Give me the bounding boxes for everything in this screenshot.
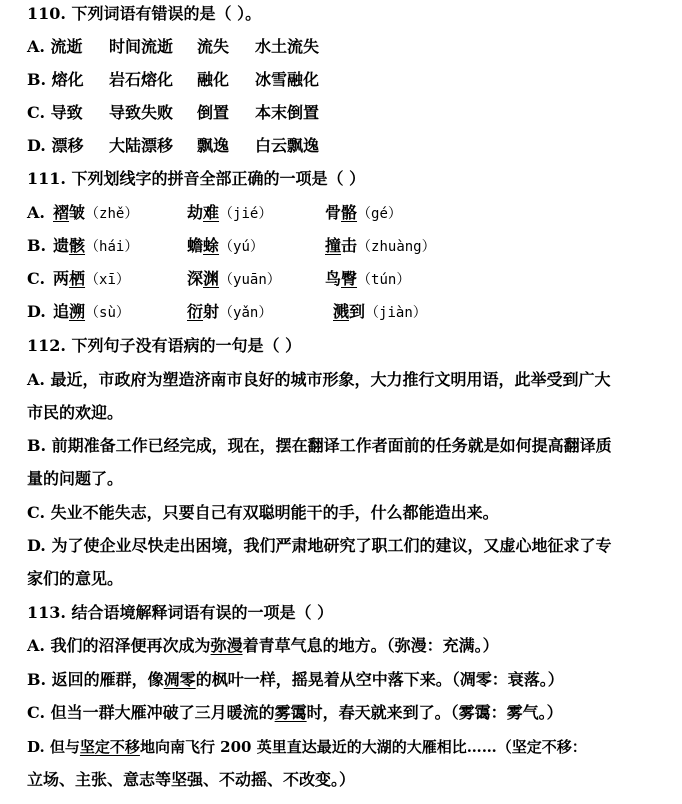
option-d-word-2: 大陆漂移 — [109, 136, 174, 155]
q113-option-d-line-1 — [27, 737, 587, 757]
text: 地向南飞行 200 英里直达最近的大湖的大雁相比……（坚定不移： — [139, 738, 587, 756]
pinyin: （yǎn） — [219, 305, 273, 321]
option-c-word-3: 倒置 — [197, 103, 230, 122]
question-111-title: 111. 下列划线字的拼音全部正确的一项是（ ） — [27, 169, 366, 188]
underlined-char: 褶 — [53, 203, 70, 222]
q113-option-c — [27, 703, 563, 723]
pinyin: （zhuàng） — [357, 239, 436, 255]
underlined-char: 骸 — [69, 236, 86, 255]
pinyin: （zhě） — [85, 206, 139, 222]
pinyin: （tún） — [357, 272, 411, 288]
item-2 — [187, 236, 264, 257]
word-char: 到 — [349, 302, 366, 321]
word-char: 两 — [53, 269, 70, 288]
option-b-word-3: 融化 — [197, 70, 230, 89]
word-char: 深 — [187, 269, 204, 288]
pinyin: （yuān） — [219, 272, 281, 288]
pinyin: （gé） — [357, 206, 402, 222]
q113-option-a — [27, 636, 499, 656]
pinyin: （jiàn） — [365, 305, 427, 321]
item-2 — [187, 302, 272, 323]
q113-option-d-line-2: 立场、主张、意志等坚强、不动摇、不改变。） — [27, 770, 356, 789]
word-char: 击 — [341, 236, 358, 255]
item-3 — [333, 302, 427, 323]
pinyin: （hái） — [85, 239, 139, 255]
option-c-word-2: 导致失败 — [109, 103, 174, 122]
underlined-char: 臀 — [341, 269, 358, 288]
text: D. 但与 — [27, 738, 80, 756]
text: 着青草气息的地方。（弥漫：充满。） — [242, 636, 499, 655]
word-char: 遗 — [53, 236, 70, 255]
item-2 — [187, 203, 272, 224]
word-char: 蟾 — [187, 236, 204, 255]
q112-option-d-line-1: D. 为了使企业尽快走出困境，我们严肃地研究了职工们的建议，又虚心地征求了专 — [27, 536, 612, 555]
option-letter: B. — [27, 236, 47, 255]
q112-option-a-line-1: A. 最近，市政府为塑造济南市良好的城市形象，大力推行文明用语，此举受到广大 — [27, 370, 611, 389]
item-1 — [53, 302, 130, 323]
word-char: 劫 — [187, 203, 204, 222]
text: C. 但当一群大雁冲破了三月暖流的 — [27, 703, 275, 722]
option-c-word-4: 本末倒置 — [255, 103, 320, 122]
underlined-char: 溯 — [69, 302, 86, 321]
text: 的枫叶一样，摇晃着从空中落下来。（凋零：衰落。） — [195, 670, 564, 689]
word-char: 皱 — [69, 203, 86, 222]
q112-option-d-line-2: 家们的意见。 — [27, 569, 124, 588]
text: A. 我们的沼泽便再次成为 — [27, 636, 211, 655]
item-2 — [187, 269, 281, 290]
question-112-title: 112. 下列句子没有语病的一句是（ ） — [27, 336, 302, 355]
item-3 — [325, 269, 410, 290]
option-letter: C. — [27, 269, 46, 288]
pinyin: （jié） — [219, 206, 273, 222]
underlined-char: 难 — [203, 203, 220, 222]
option-a-word-3: 流失 — [197, 37, 230, 56]
pinyin: （sù） — [85, 305, 130, 321]
underlined-char: 蜍 — [203, 236, 220, 255]
option-d-word-4: 白云飘逸 — [255, 136, 320, 155]
underlined-word: 坚定不移 — [79, 738, 140, 756]
option-d-word-3: 飘逸 — [197, 136, 230, 155]
option-a-word-2: 时间流逝 — [109, 37, 174, 56]
option-c-word-1: C. 导致 — [27, 103, 83, 122]
option-b-word-2: 岩石熔化 — [109, 70, 174, 89]
underlined-word: 凋零 — [163, 670, 196, 689]
underlined-word: 弥漫 — [210, 636, 243, 655]
pinyin: （xī） — [85, 272, 130, 288]
word-char: 追 — [53, 302, 70, 321]
item-3 — [325, 203, 402, 224]
word-char: 鸟 — [325, 269, 342, 288]
option-b-word-4: 冰雪融化 — [255, 70, 320, 89]
option-a-word-4: 水土流失 — [255, 37, 320, 56]
underlined-word: 雾霭 — [274, 703, 307, 722]
option-d-word-1: D. 漂移 — [27, 136, 84, 155]
pinyin: （yú） — [219, 239, 264, 255]
underlined-char: 溅 — [333, 302, 350, 321]
item-3 — [325, 236, 436, 257]
item-1 — [53, 203, 138, 224]
word-char: 骨 — [325, 203, 342, 222]
q112-option-b-line-2: 量的问题了。 — [27, 469, 124, 488]
option-a-word-1: A. 流逝 — [27, 37, 83, 56]
option-b-word-1: B. 熔化 — [27, 70, 84, 89]
q112-option-b-line-1: B. 前期准备工作已经完成，现在，摆在翻译工作者面前的任务就是如何提高翻译质 — [27, 436, 612, 455]
option-letter: D. — [27, 302, 46, 321]
item-1 — [53, 236, 138, 257]
q112-option-a-line-2: 市民的欢迎。 — [27, 403, 124, 422]
underlined-char: 渊 — [203, 269, 220, 288]
question-110-title: 110. 下列词语有错误的是（ ）。 — [27, 4, 262, 23]
q113-option-b — [27, 670, 564, 690]
text: 时，春天就来到了。（雾霭：雾气。） — [306, 703, 563, 722]
underlined-char: 栖 — [69, 269, 86, 288]
item-1 — [53, 269, 130, 290]
text: B. 返回的雁群，像 — [27, 670, 164, 689]
word-char: 射 — [203, 302, 220, 321]
underlined-char: 撞 — [325, 236, 342, 255]
option-letter: A. — [27, 203, 45, 222]
q112-option-c: C. 失业不能失志，只要自己有双聪明能干的手，什么都能造出来。 — [27, 503, 499, 522]
underlined-char: 衍 — [187, 302, 204, 321]
question-113-title: 113. 结合语境解释词语有误的一项是（ ） — [27, 603, 334, 622]
underlined-char: 骼 — [341, 203, 358, 222]
